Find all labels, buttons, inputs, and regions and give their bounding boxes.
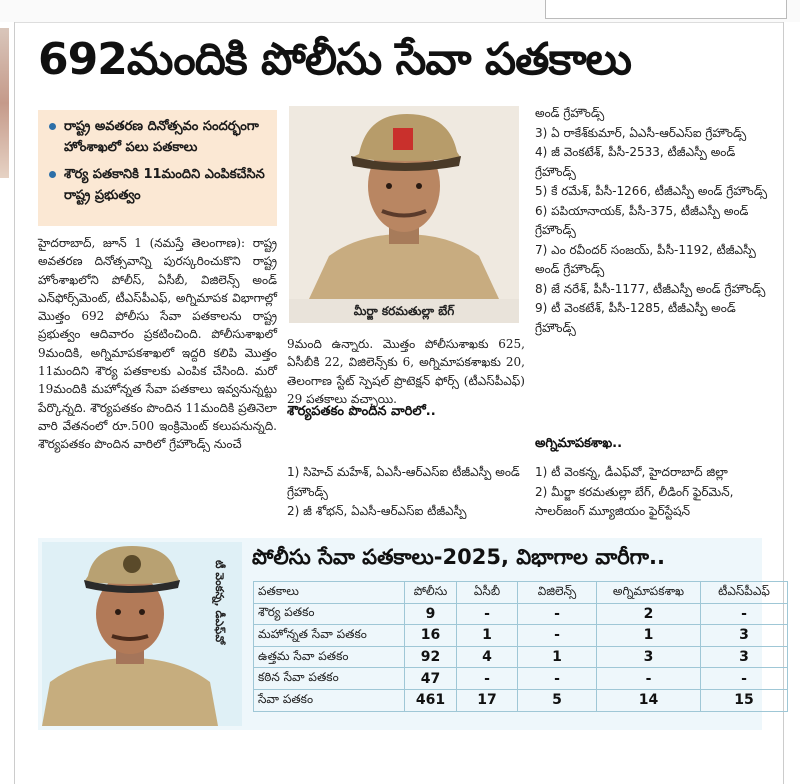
gallantry-list-continued	[535, 104, 775, 338]
table-title: పోలీసు సేవా పతకాలు-2025, విభాగాల వారీగా..	[252, 545, 665, 569]
table-cell: 47	[405, 668, 457, 690]
table-cell: 1	[518, 646, 597, 668]
highlights-box	[38, 110, 277, 226]
highlight-text: రాష్ట్ర అవతరణ దినోత్సవం సందర్భంగా హోంశాఖలో పలు పతకాలు	[64, 119, 259, 155]
list-item: 2) మీర్జా కరమతుల్లా బేగ్, లీడింగ్ ఫైర్‌మెన్, సాలర్‌జంగ్ మ్యూజియం ఫైర్‌స్టేషన్	[535, 484, 734, 518]
table-cell: 3	[701, 625, 788, 647]
gallantry-heading: శౌర్యపతకం పొందిన వారిలో..	[287, 404, 436, 419]
list-item: అండ్ గ్రేహౌండ్స్	[535, 106, 605, 120]
table-cell: -	[518, 603, 597, 625]
table-cell: -	[597, 668, 701, 690]
article-column-1: హైదరాబాద్, జూన్ 1 (నమస్తే తెలంగాణ): రాష్ట్ర అవతరణ దినోత్సవాన్ని పురస్కరించుకొని రాష్ట్ర హోంశాఖలోని పోలీస్, ఏసీబీ, విజిలెన్స్ అండ్ ఎన్‌ఫోర్స్‌మెంట్, టీఎస్‌పీఎఫ్, అగ్నిమాపక విభాగాల్లో మొత్తం 692 పోలీసు సేవా పతకాలను రాష్ట్ర ప్రభుత్వం ఆదివారం ప్రకటించింది. పోలీసుశాఖలో 9మందికి, అగ్నిమాపకశాఖలో ఇద్దరి కలిపి మొత్తం 11మందిని శౌర్య పతకాలకు ఎంపిక చేసింది. మరో 19మందికి మహోన్నత సేవా పతకాలు ఇవ్వనున్నట్టు పేర్కొన్నది. శౌర్యపతకం పొందిన 11మందికి ప్రతినెలా వారి వేతనంలో రూ.500 ఇంక్రిమెంట్ కలుపనున్నది. శౌర్యపతకం పొందిన వారిలో గ్రేహౌండ్స్ నుంచే	[38, 236, 277, 452]
highlight-item	[38, 110, 277, 158]
table-cell: 461	[405, 689, 457, 711]
medals-table	[253, 581, 788, 712]
highlight-item	[38, 158, 277, 206]
list-item: 3) ఏ రాకేశ్‌కుమార్, ఏఎసీ-ఆర్‌ఎస్‌ఐ గ్రేహౌండ్స్	[535, 125, 747, 140]
table-row	[254, 625, 788, 647]
list-item: 2) జీ శోభన్, ఏఎసీ-ఆర్‌ఎస్‌ఐ టీజీఎస్పీ	[287, 504, 467, 518]
column-header: ఏసీబీ	[457, 582, 518, 604]
table-row	[254, 603, 788, 625]
gallantry-list	[287, 463, 527, 522]
table-cell: మహోన్నత సేవా పతకం	[254, 625, 405, 647]
table-cell: -	[701, 603, 788, 625]
table-cell: 16	[405, 625, 457, 647]
table-cell: 17	[457, 689, 518, 711]
table-cell: 92	[405, 646, 457, 668]
table-row	[254, 689, 788, 711]
table-cell: 3	[701, 646, 788, 668]
table-cell: 1	[457, 625, 518, 647]
article-column-2: 9మంది ఉన్నారు. మొత్తం పోలీసుశాఖకు 625, ఏసీబీకి 22, విజిలెన్స్‌కు 6, అగ్నిమాపకశాఖకు 20, తెలంగాణ స్టేట్ స్పెషల్ ప్రొటెక్షన్ ఫోర్స్ (టీఎస్‌పీఎఫ్) 29 పతకాలు వచ్చాయి.	[287, 337, 525, 406]
vertical-photo-caption: టీ వెంకన్న, డీఎఫ్‌వో	[213, 560, 226, 645]
fire-dept-heading: అగ్నిమాపకశాఖ..	[535, 436, 623, 451]
list-item: 9) టీ వెంకటేశ్, పీసీ-1285, టీజీఎస్పీ అండ్ గ్రేహౌండ్స్	[535, 301, 736, 335]
highlight-text: శౌర్య పతకానికి 11మందిని ఎంపికచేసిన రాష్ట్ర ప్రభుత్వం	[64, 167, 265, 203]
table-row	[254, 646, 788, 668]
table-cell: -	[518, 668, 597, 690]
fire-dept-list	[535, 463, 775, 522]
table-cell: కఠిన సేవా పతకం	[254, 668, 405, 690]
table-cell: -	[701, 668, 788, 690]
list-item: 4) జీ వెంకటేశ్, పీసీ-2533, టీజీఎస్పీ అండ్ గ్రేహౌండ్స్	[535, 145, 736, 179]
top-strip	[0, 0, 800, 23]
column-header: పోలీసు	[405, 582, 457, 604]
list-item: 5) కే రమేశ్, పీసీ-1266, టీజీఎస్పీ అండ్ గ్రేహౌండ్స్	[535, 184, 768, 198]
top-right-box	[545, 0, 787, 19]
table-cell: 1	[597, 625, 701, 647]
headline: 692మందికి పోలీసు సేవా పతకాలు	[38, 34, 631, 85]
column-header: అగ్నిమాపకశాఖ	[597, 582, 701, 604]
officer-portrait-icon	[289, 106, 519, 299]
list-item: 7) ఎం రవీందర్ సంజయ్, పీసీ-1192, టీజీఎస్పీ అండ్ గ్రేహౌండ్స్	[535, 242, 756, 276]
list-item: 1) టీ వెంకన్న, డీఎఫ్‌వో, హైదరాబాద్ జిల్లా	[535, 465, 728, 479]
table-cell: 14	[597, 689, 701, 711]
table-cell: 15	[701, 689, 788, 711]
table-cell: 5	[518, 689, 597, 711]
table-cell: -	[457, 603, 518, 625]
bullet-dot-icon	[49, 171, 56, 178]
list-item: 1) సిహెచ్ మహేశ్, ఏఎసీ-ఆర్‌ఎస్‌ఐ టీజీఎస్పీ అండ్ గ్రేహౌండ్స్	[287, 465, 520, 499]
column-header: పతకాలు	[254, 582, 405, 604]
table-cell: ఉత్తమ సేవా పతకం	[254, 646, 405, 668]
bullet-dot-icon	[49, 123, 56, 130]
table-cell: శౌర్య పతకం	[254, 603, 405, 625]
table-header-row	[254, 582, 788, 604]
list-item: 8) జే నరేశ్, పీసీ-1177, టీజీఎస్పీ అండ్ గ్రేహౌండ్స్	[535, 281, 766, 296]
table-cell: -	[457, 668, 518, 690]
photo-caption: మీర్జా కరమతుల్లా బేగ్	[289, 299, 519, 323]
officer-photo	[289, 106, 519, 299]
table-cell: -	[518, 625, 597, 647]
column-header: టీఎస్‌పీఎఫ్	[701, 582, 788, 604]
left-edge-photo	[0, 28, 9, 178]
list-item: 6) పపియానాయక్, పీసీ-375, టీజీఎస్పీ అండ్ గ్రేహౌండ్స్	[535, 203, 749, 237]
table-cell: 9	[405, 603, 457, 625]
table-cell: 3	[597, 646, 701, 668]
table-cell: 4	[457, 646, 518, 668]
column-header: విజిలెన్స్	[518, 582, 597, 604]
table-cell: సేవా పతకం	[254, 689, 405, 711]
table-row	[254, 668, 788, 690]
table-cell: 2	[597, 603, 701, 625]
